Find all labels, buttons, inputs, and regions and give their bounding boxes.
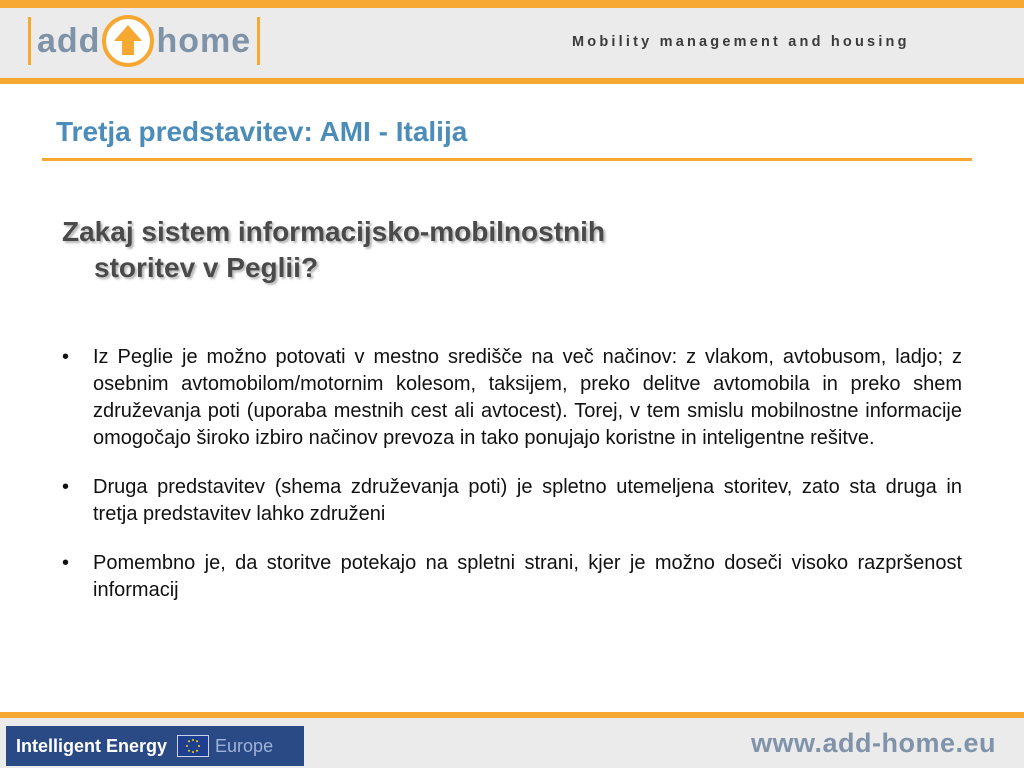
top-accent-stripe bbox=[0, 0, 1024, 8]
logo-word-add: add bbox=[37, 21, 101, 60]
logo-word-home: home bbox=[156, 21, 252, 60]
logo-right-bar bbox=[257, 17, 260, 65]
bullet-dot: • bbox=[62, 346, 70, 368]
slide-subtitle bbox=[62, 214, 962, 286]
bullet-dot: • bbox=[62, 476, 70, 498]
slide-title: Tretja predstavitev: AMI - Italija bbox=[56, 116, 468, 147]
bullet-text: Druga predstavitev (shema združevanja poti) je spletno utemeljena storitev, zato sta druga in tretja predstavitev lahko združeni bbox=[93, 476, 962, 525]
bullet-item bbox=[60, 344, 962, 452]
logo-left-bar bbox=[28, 17, 31, 65]
header-accent-stripe bbox=[0, 78, 1024, 84]
subtitle-line-2: storitev v Peglii? bbox=[94, 252, 319, 283]
website-url: www.add-home.eu bbox=[750, 728, 996, 758]
bullet-dot: • bbox=[62, 552, 70, 574]
eu-flag-icon bbox=[177, 735, 209, 757]
bullet-text: Pomembno je, da storitve potekajo na spletni strani, kjer je možno doseči visoko razpršenost informacij bbox=[93, 552, 962, 601]
header-tagline: Mobility management and housing bbox=[572, 34, 910, 50]
program-region: Europe bbox=[215, 735, 274, 756]
house-arrow-icon bbox=[102, 15, 154, 67]
program-name: Intelligent Energy bbox=[16, 735, 168, 756]
add-home-logo bbox=[28, 16, 260, 66]
bullet-text: Iz Peglie je možno potovati v mestno središče na več načinov: z vlakom, avtobusom, ladjo; z osebnim avtomobilom/motornim kolesom, taksijem, preko delitve avtomobila in preko shem združevanja poti (uporaba mestnih cest ali avtocest). Torej, v tem smislu mobilnostne informacije omogočajo široko izbiro načinov prevoza in tako ponujajo koristne in inteligentne rešitve. bbox=[93, 346, 962, 449]
bullet-item bbox=[60, 474, 962, 528]
bullet-item bbox=[60, 550, 962, 604]
subtitle-line-1: Zakaj sistem informacijsko-mobilnostnih bbox=[62, 216, 606, 247]
bullet-list bbox=[60, 344, 962, 626]
title-underline bbox=[42, 158, 972, 161]
intelligent-energy-europe-logo bbox=[6, 726, 304, 766]
